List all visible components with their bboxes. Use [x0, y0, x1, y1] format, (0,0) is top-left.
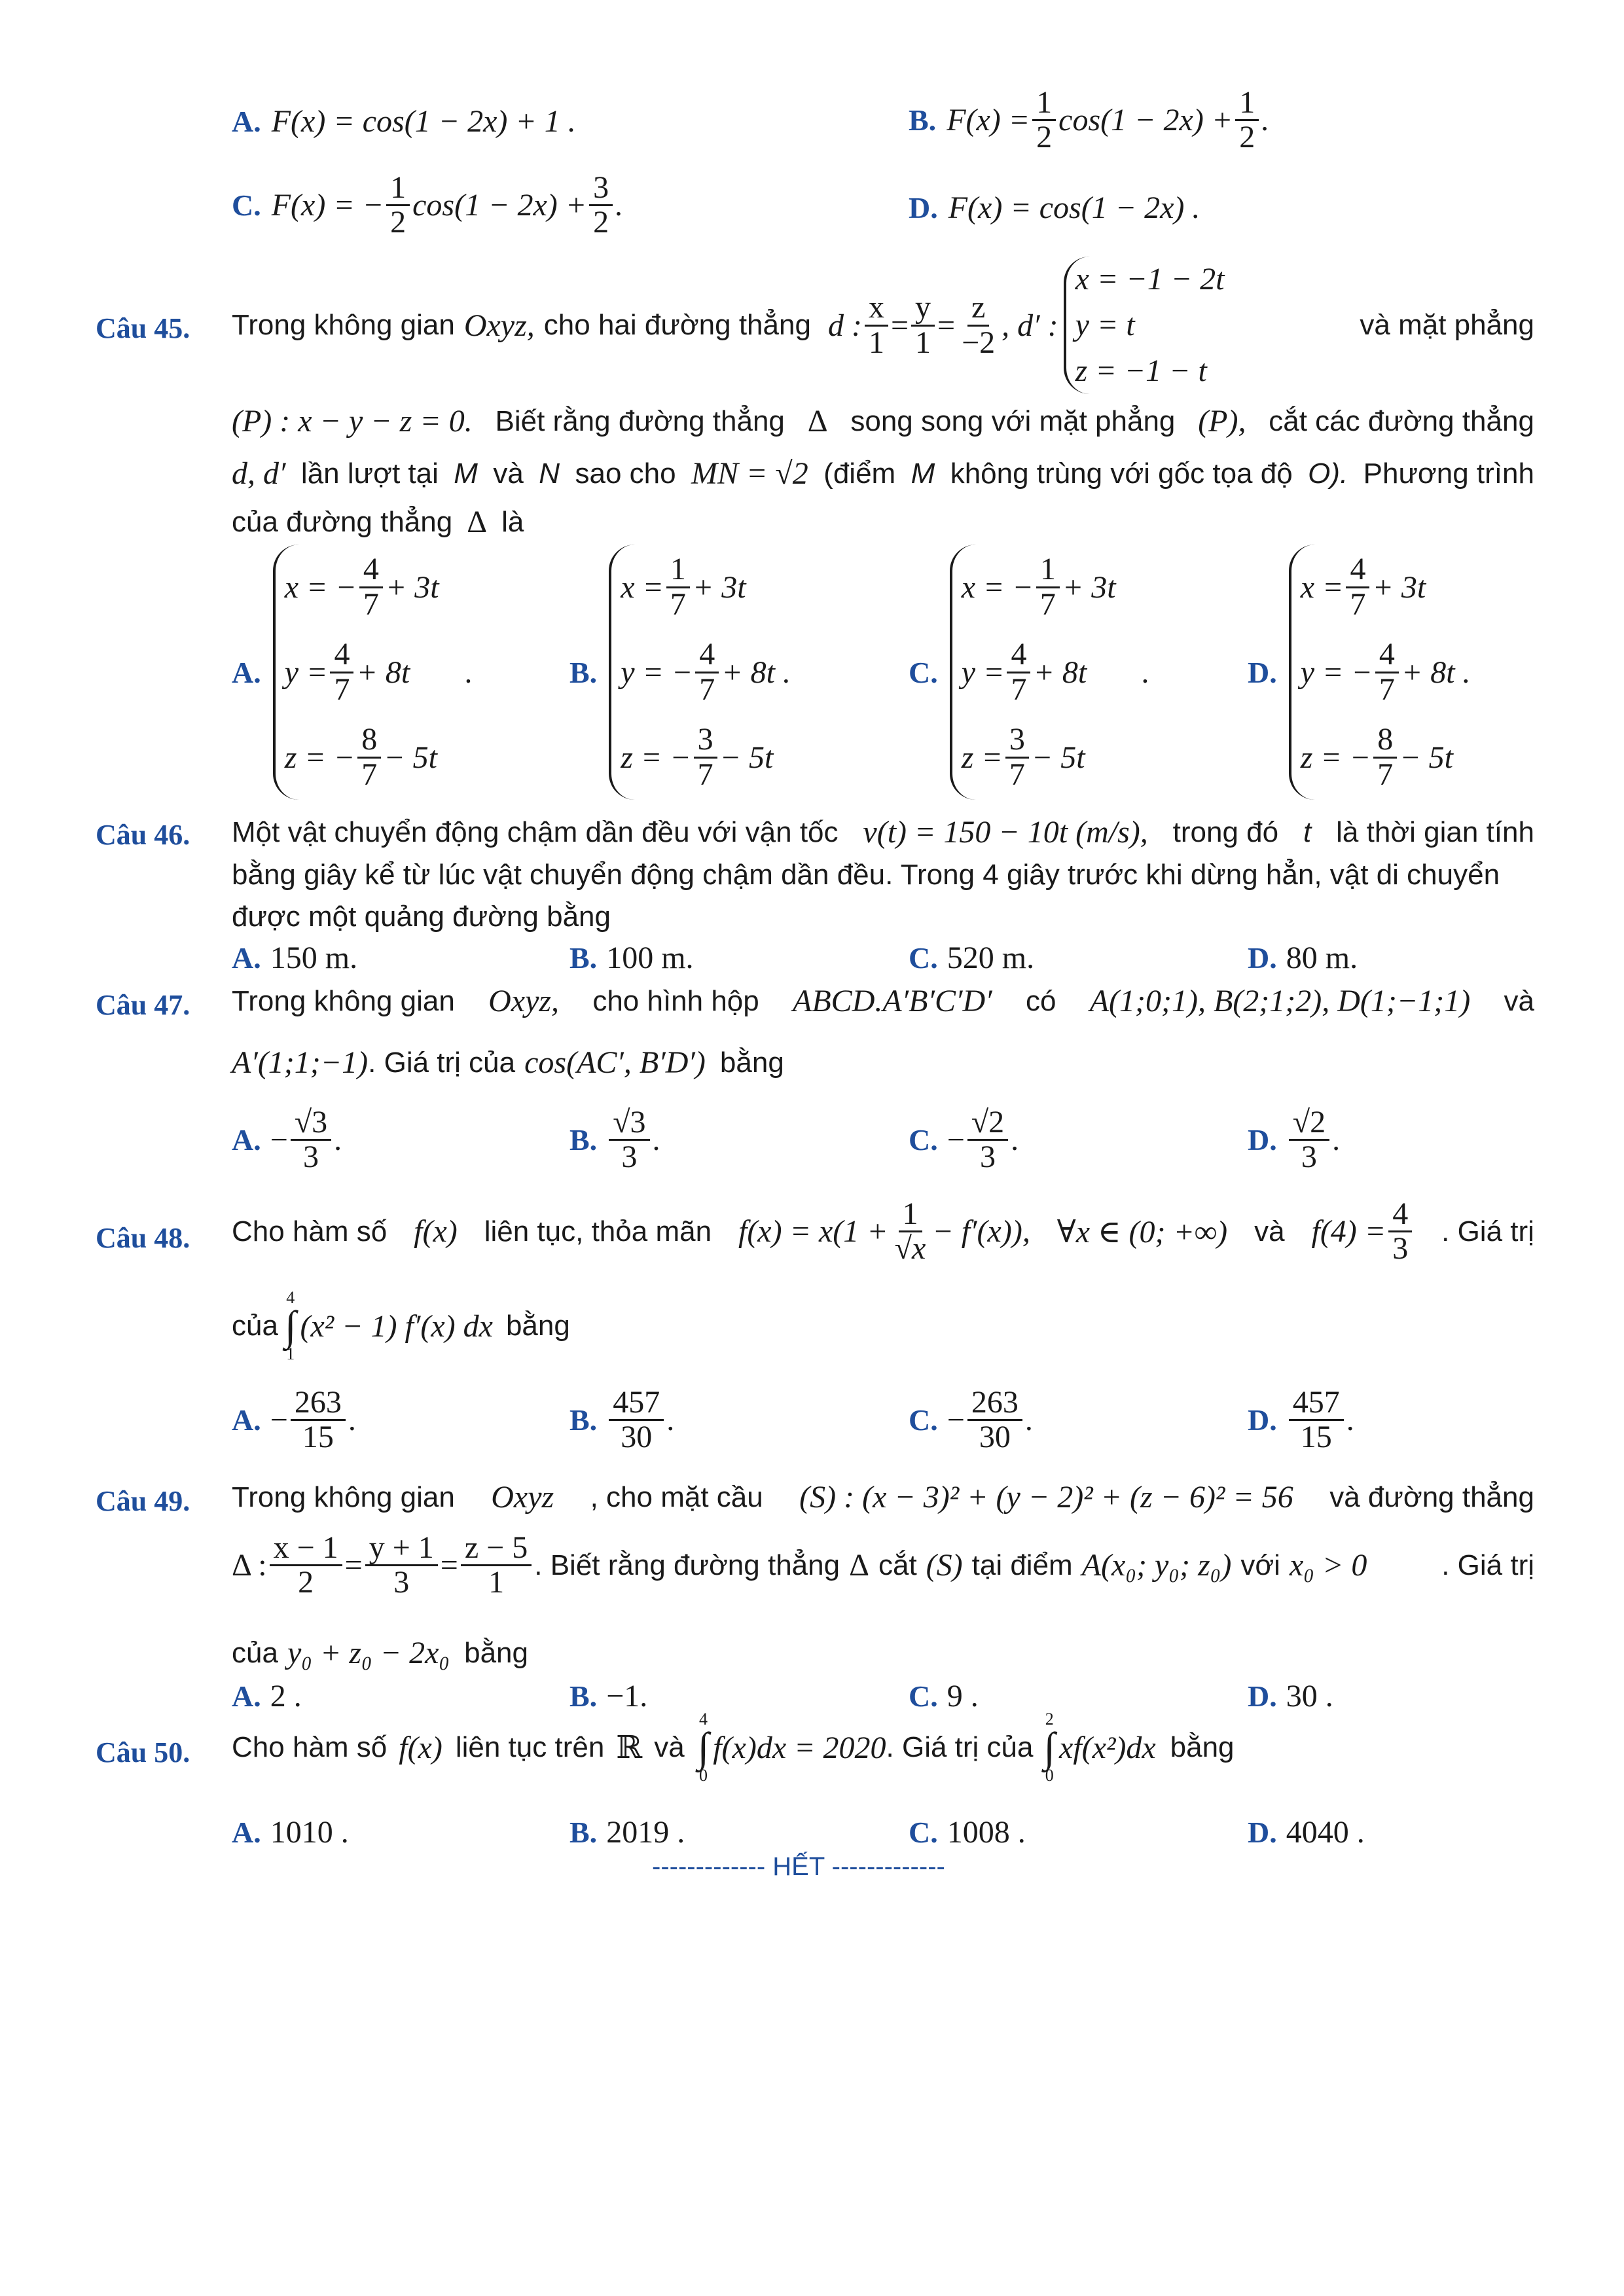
q44-option-d[interactable]	[909, 190, 1200, 226]
q46-line2: bằng giây kể từ lúc vật chuyển động chậm dần đều. Trong 4 giây trước khi dừng hẳn, vật di chuyển	[232, 859, 1500, 891]
q48-option-d[interactable]: D. $\frac{457}{15}$ .	[1248, 1385, 1354, 1455]
q48-option-a[interactable]: A. − $\frac{263}{15}$ .	[232, 1385, 356, 1455]
fraction: $\frac{z}{-2}$	[962, 290, 996, 360]
q50-option-d[interactable]: D. 4040 .	[1248, 1815, 1365, 1850]
q49-line1: Trong không gian Oxyz , cho mặt cầu (S) : (x − 3)² + (y − 2)² + (z − 6)² = 56 và đường thẳng	[232, 1480, 1534, 1515]
q46-option-d[interactable]: D. 80 m.	[1248, 941, 1358, 975]
option-label: B.	[569, 1123, 598, 1157]
option-label: D.	[1248, 1679, 1277, 1713]
q46-line3: được một quảng đường bằng	[232, 901, 611, 933]
option-label: B.	[569, 1403, 598, 1437]
q49-line3: của y₀ + z₀ − 2x₀ bằng	[232, 1636, 528, 1670]
option-label: D.	[1248, 1403, 1277, 1437]
option-label: B.	[569, 1816, 598, 1849]
option-label: B.	[909, 103, 937, 137]
end-marker: ------------- HẾT -------------	[652, 1852, 945, 1881]
q46-option-c[interactable]: C. 520 m.	[909, 941, 1035, 975]
fraction: $\frac{y}{1}$	[911, 291, 935, 359]
option-label: C.	[909, 1123, 938, 1157]
option-label: C.	[909, 1816, 938, 1849]
line-system: x = − $\frac{4}{7}$ + 3t y = $\frac{4}{7}$ + 8t z = − $\frac{8}{7}$ − 5t	[273, 545, 439, 800]
option-label: B.	[569, 655, 598, 689]
q48-option-c[interactable]: C. − $\frac{263}{30}$ .	[909, 1385, 1033, 1455]
option-label: D.	[909, 191, 938, 224]
option-label: C.	[909, 1403, 938, 1437]
q47-option-a[interactable]: A. − $\frac{√3}{3}$ .	[232, 1105, 342, 1175]
question-label-49: Câu 49.	[96, 1485, 190, 1517]
option-label: A.	[232, 941, 261, 975]
q46-option-a[interactable]: A. 150 m.	[232, 941, 358, 975]
q49-option-d[interactable]: D. 30 .	[1248, 1679, 1333, 1713]
line-system: x = $\frac{4}{7}$ + 3t y = − $\frac{4}{7}$ + 8t . z = − $\frac{8}{7}$ − 5t	[1289, 545, 1471, 800]
q47-option-c[interactable]: C. − $\frac{√2}{3}$ .	[909, 1105, 1019, 1175]
option-label: B.	[569, 1679, 598, 1713]
question-label-47: Câu 47.	[96, 989, 190, 1021]
q49-option-c[interactable]: C. 9 .	[909, 1679, 979, 1713]
fraction: $\frac{1}{2}$	[1032, 86, 1056, 154]
q48-line1: Cho hàm số f(x) liên tục, thỏa mãn f(x) = x(1 + $\frac{1}{√x}$ − f′(x)), ∀x ∈ (0; +∞) và f(4) = $\frac{4}{3}$ . Giá trị	[232, 1196, 1534, 1266]
q45-option-a[interactable]: A. x = − $\frac{4}{7}$ + 3t y = $\frac{4}{7}$ + 8t z = − $\frac{8}{7}$ − 5t .	[232, 545, 473, 800]
q44-option-c[interactable]: C. F(x) = − $\frac{1}{2}$ cos(1 − 2x) + $\frac{3}{2}$ .	[232, 170, 624, 240]
option-label: A.	[232, 1679, 261, 1713]
q47-option-d[interactable]: D. $\frac{√2}{3}$ .	[1248, 1105, 1341, 1175]
line-system: x = $\frac{1}{7}$ + 3t y = − $\frac{4}{7}$ + 8t . z = − $\frac{3}{7}$ − 5t	[609, 545, 791, 800]
q50-option-c[interactable]: C. 1008 .	[909, 1815, 1026, 1850]
question-label-46: Câu 46.	[96, 819, 190, 851]
option-label: C.	[909, 655, 938, 689]
option-label: D.	[1248, 941, 1277, 975]
option-label: A.	[232, 105, 261, 138]
q45-option-d[interactable]	[1248, 545, 1471, 800]
option-label: C.	[909, 941, 938, 975]
integral-sign: 4 ∫ 1	[284, 1288, 297, 1363]
q49-option-a[interactable]: A. 2 .	[232, 1679, 302, 1713]
option-label: D.	[1248, 1123, 1277, 1157]
question-label-45: Câu 45.	[96, 312, 190, 344]
option-label: C.	[232, 188, 261, 223]
q50-option-a[interactable]: A. 1010 .	[232, 1815, 349, 1850]
question-label-50: Câu 50.	[96, 1736, 190, 1768]
q50-option-b[interactable]: B. 2019 .	[569, 1815, 685, 1850]
q44-option-a[interactable]	[232, 103, 576, 139]
option-label: A.	[232, 1403, 261, 1437]
q50-line1: Cho hàm số f(x) liên tục trên ℝ và 4 ∫ 0 f(x)dx = 2020 . Giá trị của 2 ∫ 0 xf(x²)dx bằng	[232, 1710, 1235, 1785]
q49-line2: Δ : $\frac{x - 1}{2}$ = $\frac{y + 1}{3}$ = $\frac{z - 5}{1}$ . Biết rằng đường thẳng Δ cắt (S) tại điểm A(x₀; y₀; z₀) với x₀ > 0 . Giá trị	[232, 1530, 1534, 1600]
line-system: x = − $\frac{1}{7}$ + 3t y = $\frac{4}{7}$ + 8t z = $\frac{3}{7}$ − 5t	[950, 545, 1116, 800]
fraction: $\frac{1}{2}$	[386, 171, 410, 240]
q46-line1: Một vật chuyển động chậm dần đều với vận tốc v(t) = 150 − 10t (m/s), trong đó t là thời gian tính	[232, 815, 1534, 850]
integral-sign: 4 ∫ 0	[697, 1710, 710, 1785]
option-label: A.	[232, 1123, 261, 1157]
option-label: C.	[909, 1679, 938, 1713]
q47-line1: Trong không gian Oxyz, cho hình hộp ABCD.A′B′C′D′ có A(1;0;1), B(2;1;2), D(1;−1;1) và	[232, 984, 1534, 1018]
fraction: $\frac{1}{2}$	[1235, 86, 1259, 154]
q45-line4: của đường thẳng Δ là	[232, 505, 524, 539]
q45-option-c[interactable]: C. x = − $\frac{1}{7}$ + 3t y = $\frac{4}{7}$ + 8t z = $\frac{3}{7}$ − 5t .	[909, 545, 1150, 800]
q45-line2: (P) : x − y − z = 0. Biết rằng đường thẳng Δ song song với mặt phẳng (P), cắt các đường thẳng	[232, 404, 1534, 439]
q46-option-b[interactable]: B. 100 m.	[569, 941, 694, 975]
option-expr: F(x) = cos(1 − 2x) + 1 .	[271, 104, 576, 139]
option-expr: F(x) = cos(1 − 2x) .	[948, 190, 1200, 225]
q45-line1: Trong không gian Oxyz, cho hai đường thẳng d : $\frac{x}{1}$ = $\frac{y}{1}$ = $\frac{z}{-2}$ , d′ : x = −1 − 2t y = t z = −1 − t và mặt phẳng	[232, 257, 1534, 394]
option-label: B.	[569, 941, 598, 975]
integral-sign: 2 ∫ 0	[1043, 1710, 1056, 1785]
q47-line2: A′(1;1;−1) . Giá trị của cos(AC′, B′D′) bằng	[232, 1045, 784, 1080]
q49-option-b[interactable]: B. −1.	[569, 1679, 648, 1713]
q45-line3: d, d′ lần lượt tại M và N sao cho MN = √2 (điểm M không trùng với gốc tọa độ O). Phương trình	[232, 456, 1534, 491]
q44-option-b[interactable]: B. F(x) = $\frac{1}{2}$ cos(1 − 2x) + $\frac{1}{2}$ .	[909, 85, 1270, 155]
q45-option-b[interactable]	[569, 545, 791, 800]
option-label: D.	[1248, 1816, 1277, 1849]
question-label-48: Câu 48.	[96, 1222, 190, 1254]
fraction: $\frac{3}{2}$	[589, 171, 613, 240]
q48-line2: của 4 ∫ 1 (x² − 1) f′(x) dx bằng	[232, 1288, 570, 1363]
option-label: D.	[1248, 655, 1277, 689]
option-label: A.	[232, 1816, 261, 1849]
option-label: A.	[232, 655, 261, 689]
q47-option-b[interactable]: B. $\frac{√3}{3}$ .	[569, 1105, 660, 1175]
fraction: $\frac{x}{1}$	[865, 291, 888, 359]
line-system: x = −1 − 2t y = t z = −1 − t	[1064, 257, 1225, 394]
q48-option-b[interactable]: B. $\frac{457}{30}$ .	[569, 1385, 675, 1455]
